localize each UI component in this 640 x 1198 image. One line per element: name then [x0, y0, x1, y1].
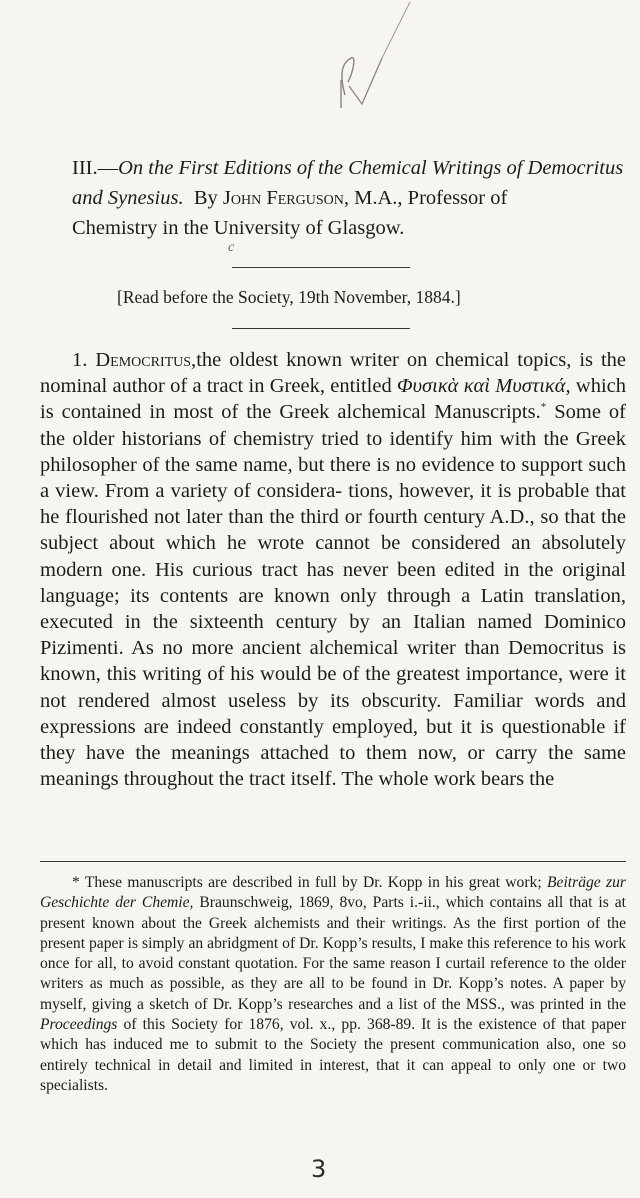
footnote	[40, 873, 626, 1096]
heading-dash: —	[97, 157, 119, 179]
pencil-scribble-icon	[318, 0, 428, 115]
footnote-proceedings-title: Proceedings	[40, 1016, 118, 1034]
footnote-divider	[40, 861, 626, 862]
author-affiliation-end: Chemistry in the University of Glasgow.	[72, 217, 405, 239]
paragraph-lead-word: Democritus,	[95, 349, 197, 371]
footnote-text-2: Braunschweig, 1869, 8vo, Parts i.-ii., which contains all that is at present known about the Greek alchemists and their writings. As the first portion of the present paper is simply an abridgment of Dr. Kopp’s results, I make this reference to his work once for all, to avoid constant quotation. For the same reason I curtail reference to the older writers as much as possible, as they are all to be found in Dr. Kopp’s notes. A paper by myself, giving a sketch of Dr. Kopp’s researches and a list of the MSS., was printed in the	[40, 894, 626, 1013]
body-paragraph	[40, 347, 626, 792]
paragraph-text-rest: Some of the older historians of chemistry tried to identify him with the Greek philosopher of the same name, but there is no evidence to support such a view. From a variety of considera- tions, however, it is probable that he flourished not later than the third or fourth century A.D., so that the subject about which he wrote cannot be considered an absolutely modern one. His curious tract has never been edited in the original language; its contents are known only through a Latin translation, executed in the sixteenth century by an Italian named Dominico Pizimenti. As no more ancient alchemical writer than Democritus is known, this writing of his would be of the greatest importance, were it not rendered almost useless by its obscurity. Familiar words and expressions are indeed constantly employed, but it is questionable if they have the meanings attached to them now, or carry the same meanings throughout the tract itself. The whole work bears the	[40, 401, 626, 791]
paragraph-text-1: the oldest known writer on chemical topics, is the	[196, 349, 627, 371]
divider-top	[232, 267, 410, 268]
footnote-reference[interactable]: *	[540, 401, 547, 414]
author-affiliation-start: Professor of	[407, 187, 508, 209]
divider-bottom	[232, 328, 410, 329]
paragraph-1	[40, 347, 626, 792]
greek-tract-title: Φυσικὰ καὶ Μυστικά,	[397, 375, 571, 398]
footnote-marker: *	[72, 874, 80, 891]
article-title-line-1: On the First Editions of the Chemical Writings of Democritus	[118, 157, 624, 179]
footnote-paragraph	[40, 873, 626, 1096]
article-title-line-2: and Synesius.	[72, 187, 184, 209]
byline-by: By	[193, 187, 218, 209]
pencil-scribble-graphic	[318, 0, 428, 115]
paragraph-number: 1.	[72, 349, 88, 371]
pencil-annotation: c	[228, 240, 235, 255]
paragraph-text-2: nominal author of a tract in Greek, entitled	[40, 375, 392, 398]
author-name: John Ferguson,	[222, 187, 349, 209]
read-before-note: [Read before the Society, 19th November, 1884.]	[117, 287, 461, 307]
author-degree: M.A.,	[354, 187, 403, 209]
page-number: 3	[311, 1155, 327, 1183]
paragraph-text-3: which is contained in most of the Greek alchemical Manuscripts.	[40, 375, 627, 424]
heading-line-2	[40, 183, 625, 213]
footnote-text-3: of this Society for 1876, vol. x., pp. 368-89. It is the existence of that paper which has induced me to submit to the Society the present communication also, one so entirely technical in detail and limited in interest, that it can appeal to only one or two specialists.	[40, 1016, 627, 1094]
footnote-text-1: These manuscripts are described in full by Dr. Kopp in his great work;	[84, 874, 542, 891]
heading-line-1	[40, 153, 625, 183]
footnote-book-title: Beiträge zur Geschichte der Chemie,	[40, 874, 626, 912]
article-heading	[40, 153, 625, 243]
section-numeral: III.	[72, 157, 98, 179]
